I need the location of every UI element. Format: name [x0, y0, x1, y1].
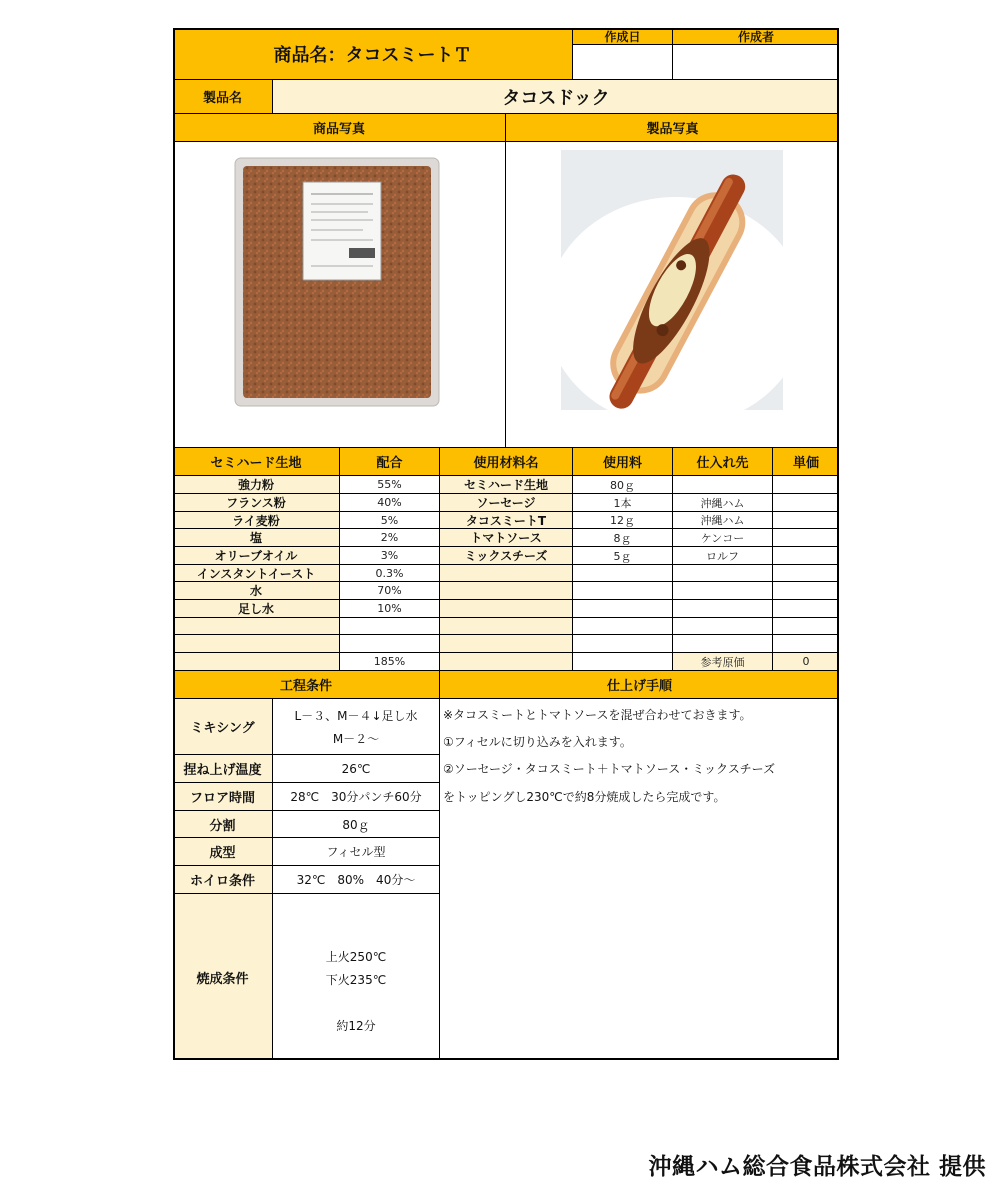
process-header: 工程条件: [173, 671, 440, 699]
division-value: 80ｇ: [273, 811, 440, 838]
product-name-value: タコスドック: [273, 80, 839, 114]
ratio-header: 配合: [340, 448, 440, 476]
material-price: [773, 476, 839, 494]
floor-time-value: 28℃ 30分パンチ60分: [273, 783, 440, 811]
material-price: [773, 494, 839, 512]
material-price-empty: [773, 565, 839, 582]
unit-price-header: 単価: [773, 448, 839, 476]
material-name-empty: [440, 618, 573, 635]
proofing-value: 32℃ 80% 40分～: [273, 866, 440, 894]
material-name: ミックスチーズ: [440, 547, 573, 565]
mixing-line-2: M－２～: [332, 732, 380, 746]
material-supplier: ロルフ: [673, 547, 773, 565]
mixing-label: ミキシング: [173, 699, 273, 755]
material-price-empty: [773, 600, 839, 618]
product-title: 商品名：タコスミートＴ: [273, 44, 472, 66]
shaping-label: 成型: [173, 838, 273, 866]
mixing-value: [273, 699, 440, 755]
dough-ratio: 40%: [340, 494, 440, 512]
material-supplier-empty: [673, 565, 773, 582]
supplier-header: 仕入れ先: [673, 448, 773, 476]
dough-ratio: 3%: [340, 547, 440, 565]
dough-ratio: 10%: [340, 600, 440, 618]
material-name: トマトソース: [440, 529, 573, 547]
dough-item: ライ麦粉: [173, 512, 340, 529]
credit-line: 沖縄ハム総合食品株式会社 提供: [648, 1154, 986, 1180]
shaping-value: フィセル型: [273, 838, 440, 866]
material-name-empty: [440, 653, 573, 671]
kneading-temp-label: 捏ね上げ温度: [173, 755, 273, 783]
dough-item-empty: [173, 635, 340, 653]
baking-label: 焼成条件: [173, 894, 273, 1060]
amount-header: 使用料: [573, 448, 673, 476]
author-value: [673, 45, 839, 80]
reference-cost-label: 参考原価: [673, 653, 773, 671]
material-supplier-empty: [673, 635, 773, 653]
material-amount: 8ｇ: [573, 529, 673, 547]
material-name: タコスミートT: [440, 512, 573, 529]
item-photo-label: 商品写真: [173, 114, 506, 142]
item-photo-frame: [173, 142, 506, 448]
material-supplier: 沖縄ハム: [673, 494, 773, 512]
material-name-empty: [440, 635, 573, 653]
baking-value: [273, 894, 440, 1060]
product-photo-label: 製品写真: [506, 114, 839, 142]
material-amount: 1本: [573, 494, 673, 512]
material-supplier: [673, 476, 773, 494]
material-name-empty: [440, 600, 573, 618]
material-amount: 5ｇ: [573, 547, 673, 565]
division-label: 分割: [173, 811, 273, 838]
product-name-label: 製品名: [173, 80, 273, 114]
dough-ratio: 0.3%: [340, 565, 440, 582]
material-price-empty: [773, 582, 839, 600]
meat-package-image: [173, 142, 506, 448]
recipe-sheet: [173, 28, 839, 1060]
floor-time-label: フロア時間: [173, 783, 273, 811]
dough-ratio-empty: [340, 635, 440, 653]
created-date-label: 作成日: [573, 28, 673, 45]
material-amount-empty: [573, 582, 673, 600]
baking-time: 約12分: [336, 1019, 376, 1033]
finish-steps: [440, 699, 839, 1060]
dough-total-label: [173, 653, 340, 671]
material-name-empty: [440, 565, 573, 582]
material-name-empty: [440, 582, 573, 600]
bottom-heat: 下火235℃: [325, 973, 387, 987]
material-price-empty: [773, 635, 839, 653]
dough-item-empty: [173, 618, 340, 635]
material-name-header: 使用材料名: [440, 448, 573, 476]
material-price: [773, 512, 839, 529]
material-price-empty: [773, 618, 839, 635]
dough-item: フランス粉: [173, 494, 340, 512]
dough-item: オリーブオイル: [173, 547, 340, 565]
dough-ratio: 2%: [340, 529, 440, 547]
material-supplier: 沖縄ハム: [673, 512, 773, 529]
finish-step: ※タコスミートとトマトソースを混ぜ合わせておきます。: [443, 708, 752, 722]
mixing-line-1: L－３、M－４↓足し水: [294, 709, 418, 723]
material-amount-empty: [573, 635, 673, 653]
top-heat: 上火250℃: [325, 950, 387, 964]
author-label: 作成者: [673, 28, 839, 45]
material-amount-empty: [573, 565, 673, 582]
material-name: セミハード生地: [440, 476, 573, 494]
reference-cost-value: 0: [773, 653, 839, 671]
dough-ratio: 5%: [340, 512, 440, 529]
finish-step: ①フィセルに切り込みを入れます。: [443, 735, 632, 749]
material-supplier-empty: [673, 582, 773, 600]
kneading-temp-value: 26℃: [273, 755, 440, 783]
material-supplier-empty: [673, 600, 773, 618]
material-amount: 12ｇ: [573, 512, 673, 529]
dough-item: 水: [173, 582, 340, 600]
dough-item: インスタントイースト: [173, 565, 340, 582]
material-supplier: ケンコー: [673, 529, 773, 547]
dough-item: 強力粉: [173, 476, 340, 494]
material-price: [773, 547, 839, 565]
dough-item: 塩: [173, 529, 340, 547]
proofing-label: ホイロ条件: [173, 866, 273, 894]
material-name: ソーセージ: [440, 494, 573, 512]
dough-ratio: 55%: [340, 476, 440, 494]
finish-step: ②ソーセージ・タコスミート＋トマトソース・ミックスチーズ: [443, 762, 776, 776]
material-amount-empty: [573, 653, 673, 671]
dough-item: 足し水: [173, 600, 340, 618]
material-supplier-empty: [673, 618, 773, 635]
created-date-value: [573, 45, 673, 80]
finish-step: をトッピングし230℃で約8分焼成したら完成です。: [443, 790, 726, 804]
product-photo-frame: [506, 142, 839, 448]
finish-header: 仕上げ手順: [440, 671, 839, 699]
material-amount: 80ｇ: [573, 476, 673, 494]
taco-dog-image: [506, 142, 839, 448]
product-title-cell: [173, 28, 573, 80]
dough-ratio-empty: [340, 618, 440, 635]
material-amount-empty: [573, 600, 673, 618]
dough-header: セミハード生地: [173, 448, 340, 476]
material-amount-empty: [573, 618, 673, 635]
dough-total: 185%: [340, 653, 440, 671]
material-price: [773, 529, 839, 547]
dough-ratio: 70%: [340, 582, 440, 600]
